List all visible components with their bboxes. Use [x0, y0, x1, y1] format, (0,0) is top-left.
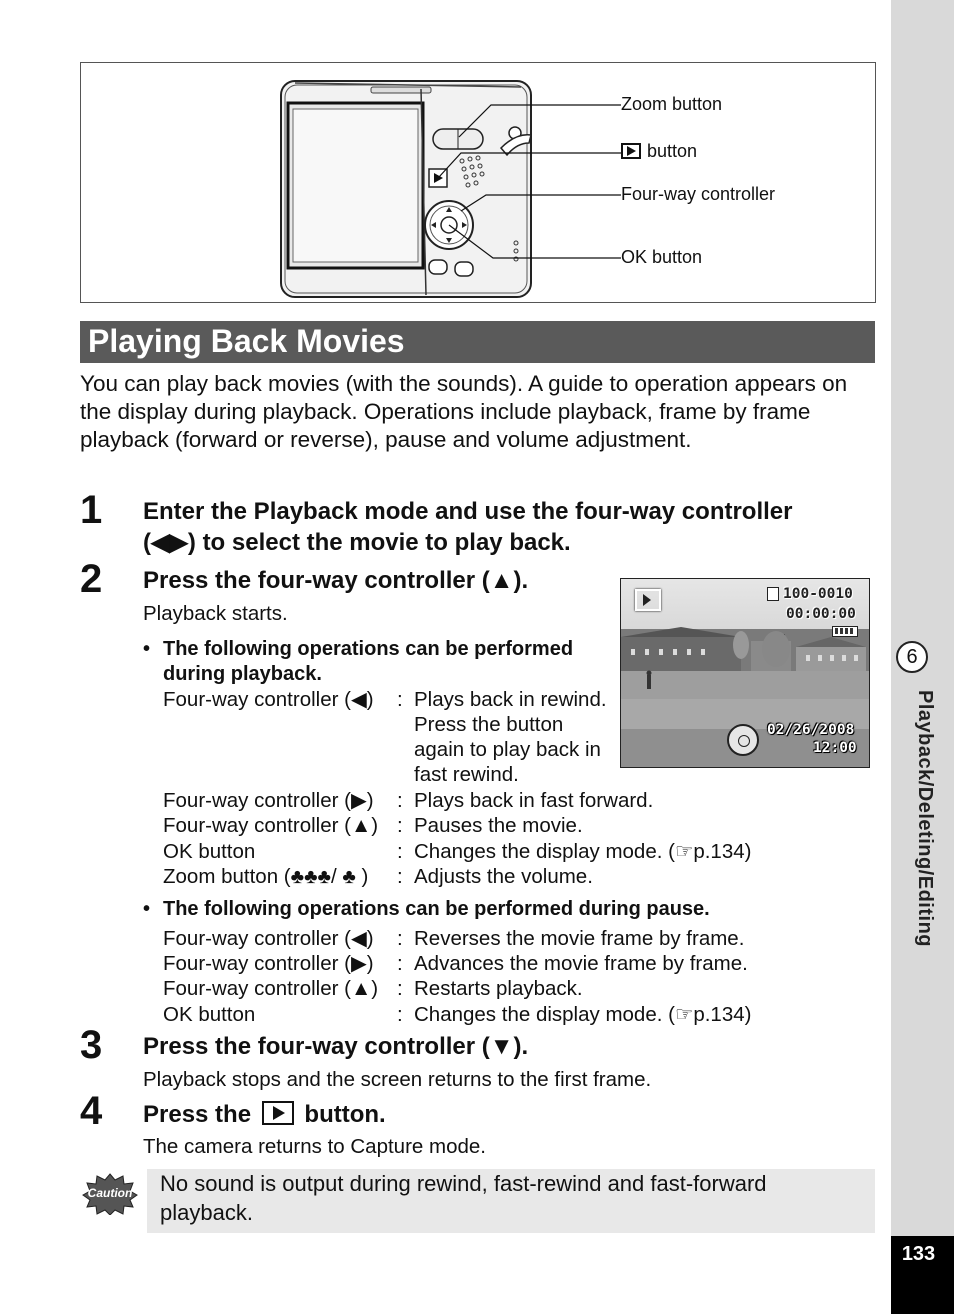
op-control: Four-way controller (◀)	[163, 927, 374, 950]
step-3-body: Playback stops and the screen returns to the first frame.	[143, 1068, 652, 1091]
chapter-title: Playback/Deleting/Editing	[914, 690, 936, 948]
op-description: Changes the display mode. (☞p.134)	[414, 1003, 752, 1026]
op-description: Adjusts the volume.	[414, 865, 593, 888]
bullet-dot-1: •	[143, 638, 151, 660]
op-control: OK button	[163, 840, 256, 863]
time-display: 12:00	[813, 740, 857, 756]
op-description: Plays back in fast forward.	[414, 789, 654, 812]
op-control: OK button	[163, 1003, 256, 1026]
op-control: Four-way controller (▲)	[163, 977, 379, 1000]
step-2-heading: Press the four-way controller (▲).	[143, 567, 529, 594]
intro-paragraph: You can play back movies (with the sounds). A guide to operation appears on the display during playback. Operations include playback, frame by frame playback (forward or reverse), pause and volume adjustment.	[80, 371, 848, 452]
op-control: Four-way controller (▲)	[163, 814, 379, 837]
step-4-heading-post: button.	[304, 1101, 386, 1128]
step-1-heading: Enter the Playback mode and use the four-way controller (◀▶) to select the movie to play back.	[143, 498, 793, 556]
chapter-number: 6	[896, 641, 928, 673]
four-way-guide-icon	[727, 724, 759, 756]
op-description: Restarts playback.	[414, 977, 583, 1000]
time-counter: 00:00:00	[786, 606, 856, 622]
bullet-dot-2: •	[143, 898, 151, 920]
four-way-controller-label: Four-way controller	[621, 184, 776, 204]
op-control: Four-way controller (◀)	[163, 688, 374, 711]
step-4-number: 4	[80, 1089, 103, 1133]
pause-ops-heading: The following operations can be performed during pause.	[163, 898, 710, 920]
folder-icon	[767, 587, 779, 601]
step-4-heading	[143, 1098, 843, 1130]
step-2-body: Playback starts.	[143, 602, 288, 625]
caution-badge-text: Caution	[87, 1186, 133, 1200]
caution-badge-icon	[82, 1173, 138, 1215]
battery-icon	[832, 626, 858, 637]
op-description: Reverses the movie frame by frame.	[414, 927, 745, 950]
play-icon	[262, 1101, 294, 1125]
caution-text: No sound is output during rewind, fast-rewind and fast-forward playback.	[160, 1171, 767, 1225]
camera-illustration-icon	[81, 63, 875, 302]
op-control: Four-way controller (▶)	[163, 952, 374, 975]
playback-screen-image	[620, 578, 870, 768]
play-button-label: button	[647, 141, 698, 161]
op-description: Plays back in rewind. Press the button again to play back in fast rewind.	[414, 688, 607, 786]
op-description: Changes the display mode. (☞p.134)	[414, 840, 752, 863]
section-title: Playing Back Movies	[88, 323, 405, 359]
page-number: 133	[901, 1243, 936, 1265]
op-description: Advances the movie frame by frame.	[414, 952, 748, 975]
ok-button-label: OK button	[621, 247, 703, 267]
playback-ops-heading: The following operations can be performed during playback.	[163, 638, 574, 685]
op-description: Pauses the movie.	[414, 814, 583, 837]
op-control: Four-way controller (▶)	[163, 789, 374, 812]
camera-figure	[80, 62, 876, 303]
step-2-number: 2	[80, 557, 103, 601]
step-3-number: 3	[80, 1023, 103, 1067]
step-4-body: The camera returns to Capture mode.	[143, 1135, 486, 1158]
zoom-button-label: Zoom button	[621, 94, 723, 114]
play-icon	[621, 143, 641, 159]
play-button-label-row	[621, 141, 697, 162]
file-number: 100-0010	[783, 586, 853, 602]
step-1-number: 1	[80, 488, 103, 532]
step-3-heading: Press the four-way controller (▼).	[143, 1033, 529, 1060]
movie-playback-icon	[635, 589, 661, 611]
date-display: 02/26/2008	[767, 722, 855, 738]
step-4-heading-pre: Press the	[143, 1101, 252, 1128]
op-control: Zoom button (♣♣♣/ ♣ )	[163, 865, 369, 888]
